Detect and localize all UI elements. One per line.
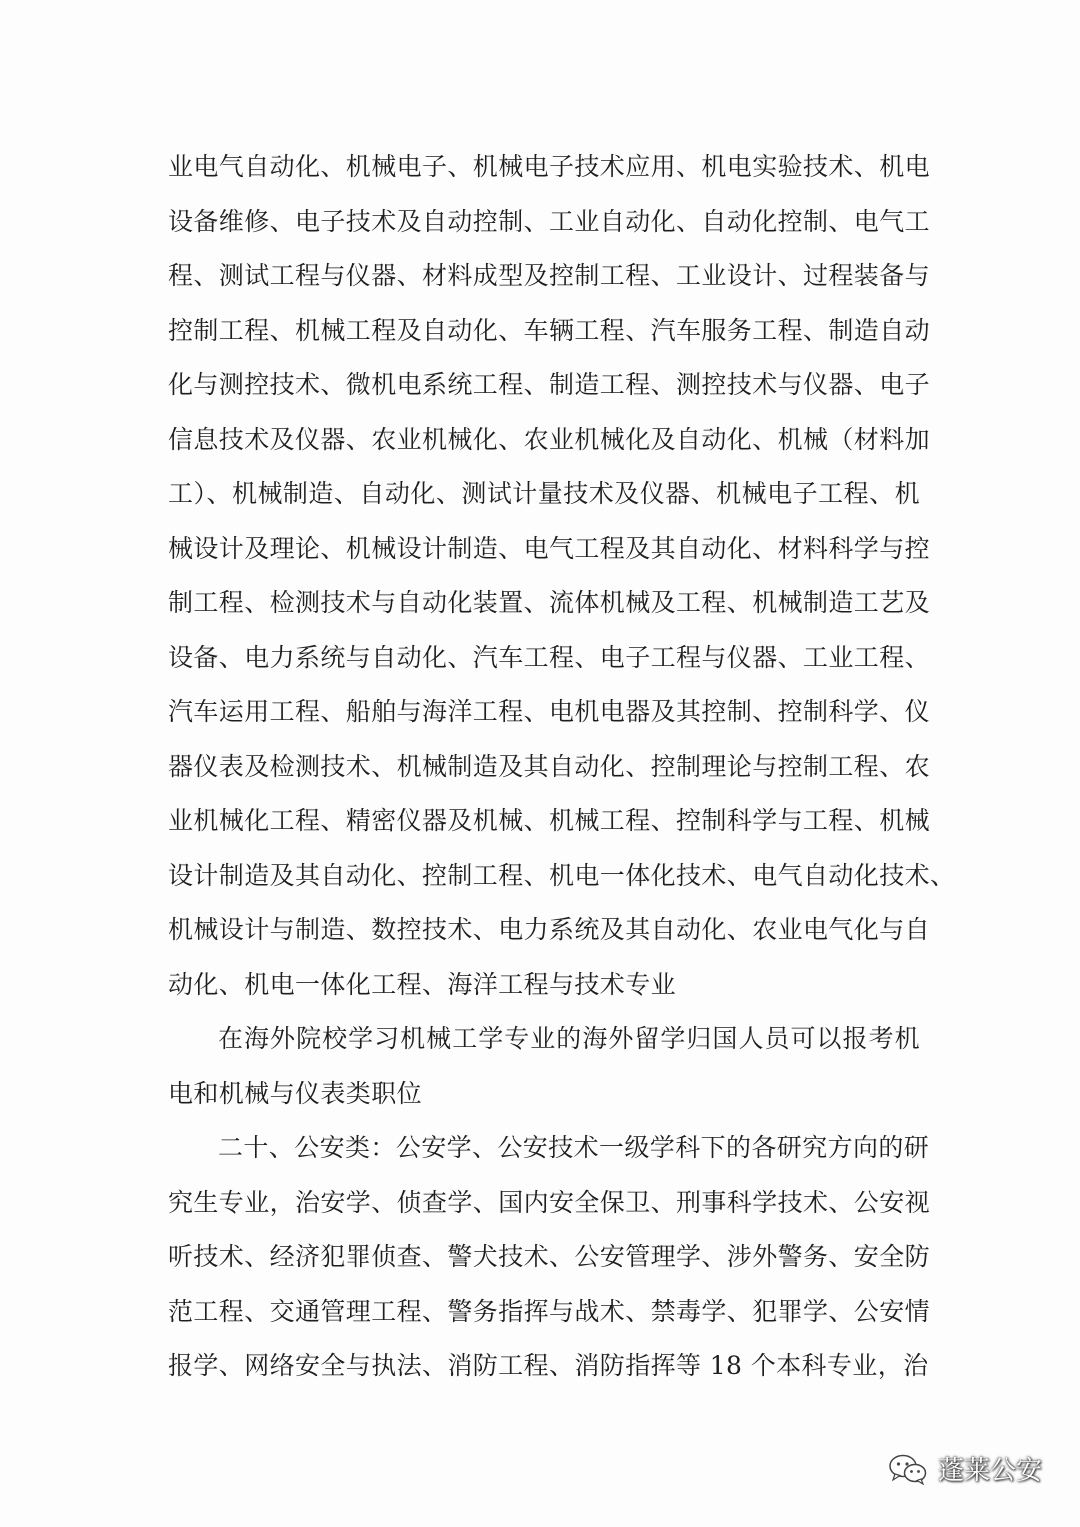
text-line: 信息技术及仪器、农业机械化、农业机械化及自动化、机械（材料加 xyxy=(168,424,931,454)
text-line: 程、测试工程与仪器、材料成型及控制工程、工业设计、过程装备与 xyxy=(168,261,931,290)
text-line: 化与测控技术、微机电系统工程、制造工程、测控技术与仪器、电子 xyxy=(168,370,931,399)
text-line: 二十、公安类：公安学、公安技术一级学科下的各研究方向的研 xyxy=(218,1133,930,1162)
text-line: 业电气自动化、机械电子、机械电子技术应用、机电实验技术、机电 xyxy=(168,152,931,181)
text-line: 制工程、检测技术与自动化装置、流体机械及工程、机械制造工艺及 xyxy=(168,588,931,617)
text-line: 设备、电力系统与自动化、汽车工程、电子工程与仪器、工业工程、 xyxy=(168,642,931,672)
text-line: 究生专业，治安学、侦查学、国内安全保卫、刑事科学技术、公安视 xyxy=(168,1187,931,1217)
text-line: 器仪表及检测技术、机械制造及其自动化、控制理论与控制工程、农 xyxy=(168,751,931,781)
text-line: 报学、网络安全与执法、消防工程、消防指挥等 18 个本科专业，治 xyxy=(168,1351,929,1380)
text-line: 械设计及理论、机械设计制造、电气工程及其自动化、材料科学与控 xyxy=(168,533,931,563)
text-line: 工）、机械制造、自动化、测试计量技术及仪器、机械电子工程、机 xyxy=(168,479,920,508)
watermark xyxy=(888,1450,1042,1487)
text-line: 在海外院校学习机械工学专业的海外留学归国人员可以报考机 xyxy=(218,1024,920,1053)
text-line: 电和机械与仪表类职位 xyxy=(168,1078,423,1108)
wechat-icon xyxy=(888,1453,928,1485)
text-line: 控制工程、机械工程及自动化、车辆工程、汽车服务工程、制造自动 xyxy=(168,315,931,345)
text-line: 设备维修、电子技术及自动控制、工业自动化、自动化控制、电气工 xyxy=(168,206,931,236)
watermark-text: 蓬莱公安 xyxy=(937,1456,1042,1486)
text-line: 范工程、交通管理工程、警务指挥与战术、禁毒学、犯罪学、公安情 xyxy=(168,1296,931,1326)
text-line: 汽车运用工程、船舶与海洋工程、电机电器及其控制、控制科学、仪 xyxy=(168,697,931,726)
document-body xyxy=(168,140,956,1394)
text-line: 动化、机电一体化工程、海洋工程与技术专业 xyxy=(168,969,677,999)
text-line: 听技术、经济犯罪侦查、警犬技术、公安管理学、涉外警务、安全防 xyxy=(168,1242,931,1271)
text-line: 机械设计与制造、数控技术、电力系统及其自动化、农业电气化与自 xyxy=(168,915,931,944)
text-line: 业机械化工程、精密仪器及机械、机械工程、控制科学与工程、机械 xyxy=(168,806,931,835)
text-line: 设计制造及其自动化、控制工程、机电一体化技术、电气自动化技术、 xyxy=(168,860,956,890)
